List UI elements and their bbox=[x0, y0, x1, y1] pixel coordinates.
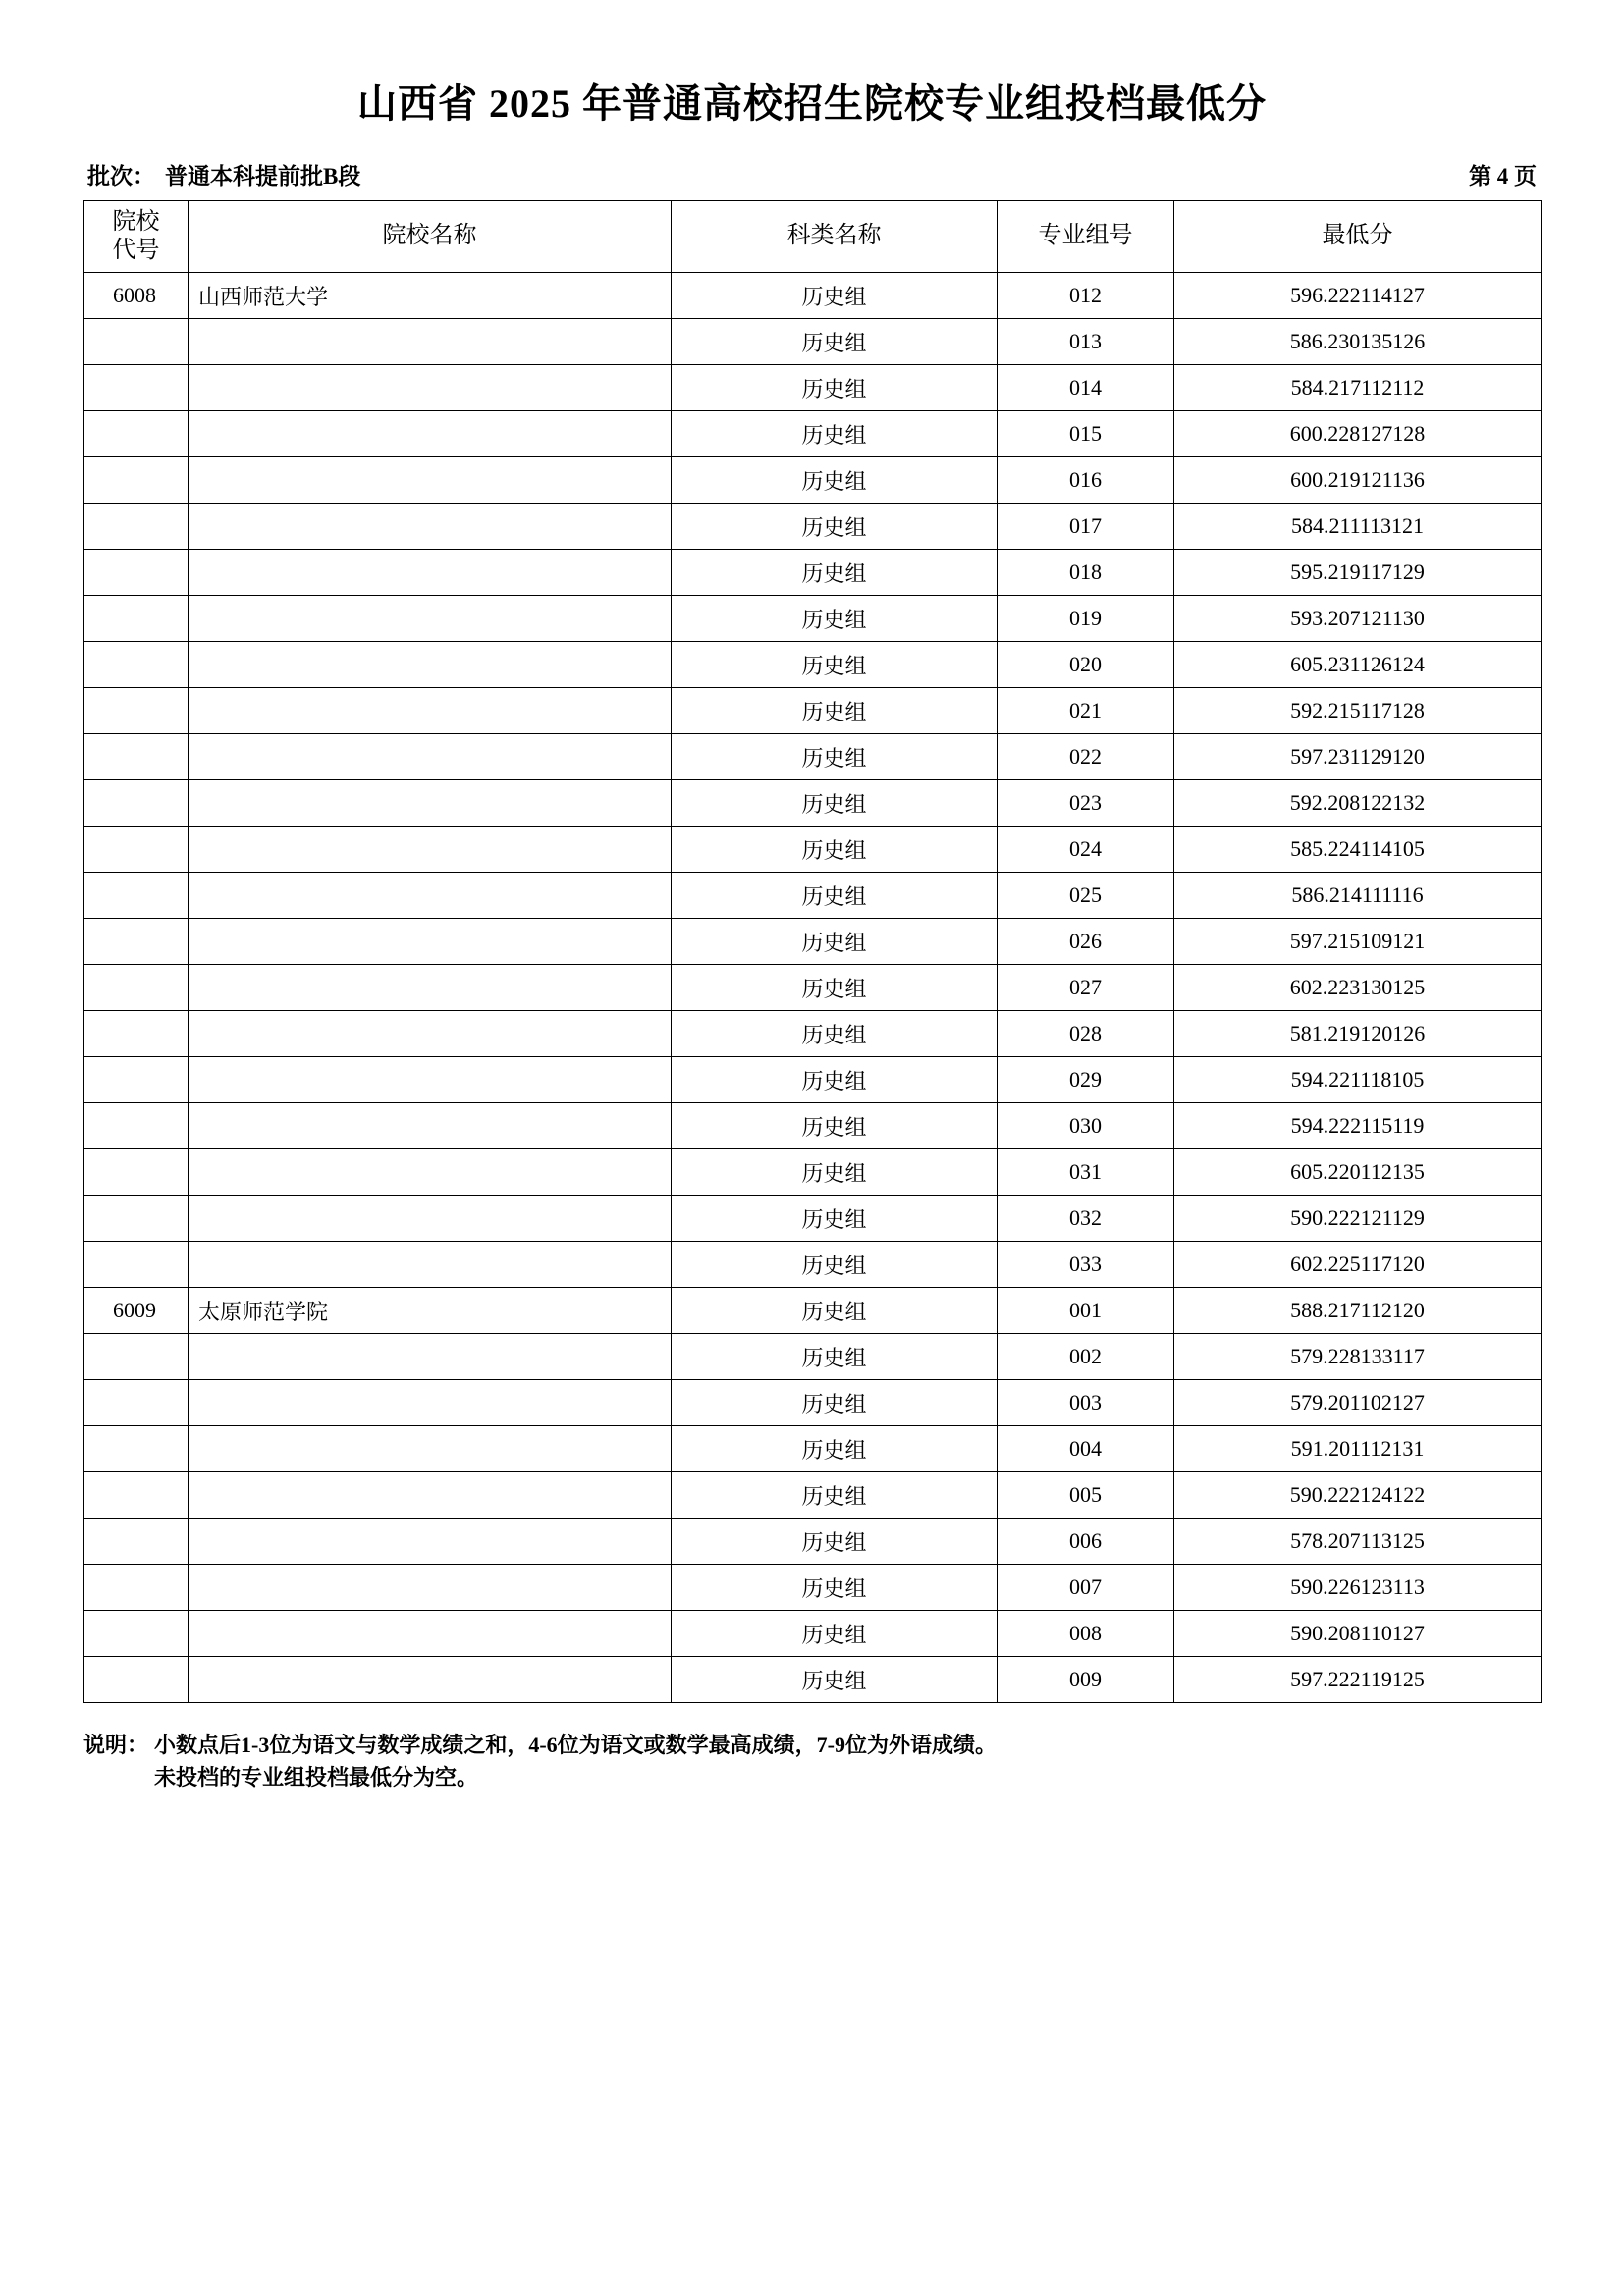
table-row bbox=[84, 1011, 1542, 1057]
cell-school-name bbox=[189, 780, 672, 827]
cell-category: 历史组 bbox=[672, 1057, 998, 1103]
cell-school-code bbox=[84, 1657, 189, 1703]
cell-school-name bbox=[189, 1565, 672, 1611]
cell-group-number: 030 bbox=[998, 1103, 1174, 1149]
cell-school-name bbox=[189, 1519, 672, 1565]
cell-group-number: 003 bbox=[998, 1380, 1174, 1426]
cell-min-score: 594.221118105 bbox=[1174, 1057, 1542, 1103]
cell-category: 历史组 bbox=[672, 1380, 998, 1426]
cell-min-score: 594.222115119 bbox=[1174, 1103, 1542, 1149]
cell-min-score: 600.228127128 bbox=[1174, 411, 1542, 457]
cell-school-name bbox=[189, 1657, 672, 1703]
cell-min-score: 590.208110127 bbox=[1174, 1611, 1542, 1657]
cell-school-code bbox=[84, 1196, 189, 1242]
cell-group-number: 015 bbox=[998, 411, 1174, 457]
cell-school-code bbox=[84, 1011, 189, 1057]
cell-group-number: 012 bbox=[998, 273, 1174, 319]
cell-school-name: 太原师范学院 bbox=[189, 1288, 672, 1334]
cell-group-number: 031 bbox=[998, 1149, 1174, 1196]
cell-min-score: 597.215109121 bbox=[1174, 919, 1542, 965]
cell-school-code bbox=[84, 1380, 189, 1426]
cell-school-code bbox=[84, 1611, 189, 1657]
cell-school-name bbox=[189, 1057, 672, 1103]
column-header-group: 专业组号 bbox=[998, 201, 1174, 273]
cell-category: 历史组 bbox=[672, 1611, 998, 1657]
cell-min-score: 585.224114105 bbox=[1174, 827, 1542, 873]
note-label: 说明： bbox=[83, 1733, 149, 1757]
batch-value: 普通本科提前批B段 bbox=[165, 164, 361, 188]
cell-category: 历史组 bbox=[672, 1334, 998, 1380]
cell-school-code bbox=[84, 827, 189, 873]
cell-school-name bbox=[189, 1196, 672, 1242]
cell-category: 历史组 bbox=[672, 504, 998, 550]
cell-school-code bbox=[84, 919, 189, 965]
cell-school-code bbox=[84, 411, 189, 457]
cell-category: 历史组 bbox=[672, 1288, 998, 1334]
cell-school-name: 山西师范大学 bbox=[189, 273, 672, 319]
cell-school-code bbox=[84, 873, 189, 919]
cell-category: 历史组 bbox=[672, 642, 998, 688]
table-row bbox=[84, 965, 1542, 1011]
cell-min-score: 605.231126124 bbox=[1174, 642, 1542, 688]
table-row bbox=[84, 919, 1542, 965]
cell-min-score: 602.223130125 bbox=[1174, 965, 1542, 1011]
cell-school-name bbox=[189, 504, 672, 550]
cell-school-name bbox=[189, 1380, 672, 1426]
cell-school-name bbox=[189, 457, 672, 504]
cell-min-score: 586.214111116 bbox=[1174, 873, 1542, 919]
table-row bbox=[84, 1196, 1542, 1242]
table-header-row bbox=[84, 201, 1542, 273]
cell-category: 历史组 bbox=[672, 273, 998, 319]
column-header-category: 科类名称 bbox=[672, 201, 998, 273]
table-row bbox=[84, 1242, 1542, 1288]
cell-school-name bbox=[189, 642, 672, 688]
table-row bbox=[84, 1057, 1542, 1103]
cell-category: 历史组 bbox=[672, 827, 998, 873]
cell-group-number: 019 bbox=[998, 596, 1174, 642]
cell-school-code bbox=[84, 1103, 189, 1149]
cell-school-name bbox=[189, 1334, 672, 1380]
cell-group-number: 022 bbox=[998, 734, 1174, 780]
cell-school-name bbox=[189, 1103, 672, 1149]
batch-label: 批次： bbox=[87, 164, 155, 188]
cell-group-number: 017 bbox=[998, 504, 1174, 550]
cell-school-code bbox=[84, 319, 189, 365]
table-row bbox=[84, 734, 1542, 780]
cell-group-number: 023 bbox=[998, 780, 1174, 827]
cell-min-score: 581.219120126 bbox=[1174, 1011, 1542, 1057]
cell-school-code bbox=[84, 504, 189, 550]
cell-min-score: 593.207121130 bbox=[1174, 596, 1542, 642]
cell-category: 历史组 bbox=[672, 1519, 998, 1565]
cell-category: 历史组 bbox=[672, 319, 998, 365]
table-row bbox=[84, 457, 1542, 504]
cell-category: 历史组 bbox=[672, 780, 998, 827]
cell-category: 历史组 bbox=[672, 1657, 998, 1703]
cell-school-code: 6008 bbox=[84, 273, 189, 319]
column-header-code-line2: 代号 bbox=[112, 238, 160, 263]
cell-school-code bbox=[84, 734, 189, 780]
cell-category: 历史组 bbox=[672, 1426, 998, 1472]
cell-school-name bbox=[189, 1611, 672, 1657]
cell-category: 历史组 bbox=[672, 1196, 998, 1242]
cell-school-name bbox=[189, 1011, 672, 1057]
cell-category: 历史组 bbox=[672, 411, 998, 457]
cell-min-score: 592.215117128 bbox=[1174, 688, 1542, 734]
table-row bbox=[84, 1103, 1542, 1149]
cell-group-number: 024 bbox=[998, 827, 1174, 873]
table-row bbox=[84, 1380, 1542, 1426]
batch-info bbox=[87, 158, 360, 190]
cell-group-number: 027 bbox=[998, 965, 1174, 1011]
cell-group-number: 028 bbox=[998, 1011, 1174, 1057]
cell-min-score: 590.222124122 bbox=[1174, 1472, 1542, 1519]
cell-min-score: 584.211113121 bbox=[1174, 504, 1542, 550]
cell-school-name bbox=[189, 734, 672, 780]
table-row bbox=[84, 550, 1542, 596]
cell-min-score: 591.201112131 bbox=[1174, 1426, 1542, 1472]
cell-school-name bbox=[189, 827, 672, 873]
cell-group-number: 007 bbox=[998, 1565, 1174, 1611]
table-row bbox=[84, 411, 1542, 457]
cell-min-score: 590.226123113 bbox=[1174, 1565, 1542, 1611]
cell-group-number: 004 bbox=[998, 1426, 1174, 1472]
cell-group-number: 016 bbox=[998, 457, 1174, 504]
cell-school-name bbox=[189, 873, 672, 919]
cell-school-code bbox=[84, 780, 189, 827]
cell-category: 历史组 bbox=[672, 688, 998, 734]
cell-category: 历史组 bbox=[672, 1103, 998, 1149]
table-row bbox=[84, 1472, 1542, 1519]
cell-school-code bbox=[84, 965, 189, 1011]
table-row bbox=[84, 1426, 1542, 1472]
table-body bbox=[84, 273, 1542, 1703]
cell-school-code: 6009 bbox=[84, 1288, 189, 1334]
cell-min-score: 592.208122132 bbox=[1174, 780, 1542, 827]
cell-category: 历史组 bbox=[672, 550, 998, 596]
column-header-score: 最低分 bbox=[1174, 201, 1542, 273]
cell-group-number: 033 bbox=[998, 1242, 1174, 1288]
table-row bbox=[84, 1288, 1542, 1334]
cell-category: 历史组 bbox=[672, 1472, 998, 1519]
table-row bbox=[84, 1149, 1542, 1196]
cell-school-name bbox=[189, 965, 672, 1011]
cell-min-score: 595.219117129 bbox=[1174, 550, 1542, 596]
cell-school-name bbox=[189, 319, 672, 365]
cell-category: 历史组 bbox=[672, 1149, 998, 1196]
table-row bbox=[84, 1657, 1542, 1703]
note-line-2: 未投档的专业组投档最低分为空。 bbox=[154, 1765, 479, 1789]
column-header-code-line1: 院校 bbox=[112, 209, 160, 236]
cell-group-number: 026 bbox=[998, 919, 1174, 965]
cell-school-name bbox=[189, 1149, 672, 1196]
cell-group-number: 013 bbox=[998, 319, 1174, 365]
cell-school-name bbox=[189, 1242, 672, 1288]
cell-min-score: 605.220112135 bbox=[1174, 1149, 1542, 1196]
cell-group-number: 006 bbox=[998, 1519, 1174, 1565]
cell-school-name bbox=[189, 919, 672, 965]
cell-category: 历史组 bbox=[672, 457, 998, 504]
cell-school-name bbox=[189, 1426, 672, 1472]
cell-school-code bbox=[84, 1242, 189, 1288]
cell-min-score: 596.222114127 bbox=[1174, 273, 1542, 319]
table-row bbox=[84, 1334, 1542, 1380]
cell-school-name bbox=[189, 411, 672, 457]
cell-school-code bbox=[84, 1472, 189, 1519]
page-title: 山西省 2025 年普通高校招生院校专业组投档最低分 bbox=[357, 81, 1267, 126]
cell-category: 历史组 bbox=[672, 1242, 998, 1288]
cell-category: 历史组 bbox=[672, 596, 998, 642]
cell-category: 历史组 bbox=[672, 965, 998, 1011]
table-row bbox=[84, 1519, 1542, 1565]
cell-category: 历史组 bbox=[672, 919, 998, 965]
cell-group-number: 008 bbox=[998, 1611, 1174, 1657]
cell-min-score: 590.222121129 bbox=[1174, 1196, 1542, 1242]
note bbox=[83, 1729, 1541, 1793]
cell-group-number: 001 bbox=[998, 1288, 1174, 1334]
cell-school-code bbox=[84, 1426, 189, 1472]
cell-group-number: 025 bbox=[998, 873, 1174, 919]
cell-school-code bbox=[84, 1149, 189, 1196]
cell-school-code bbox=[84, 1057, 189, 1103]
cell-min-score: 584.217112112 bbox=[1174, 365, 1542, 411]
cell-school-name bbox=[189, 596, 672, 642]
cell-school-code bbox=[84, 550, 189, 596]
column-header-school: 院校名称 bbox=[189, 201, 672, 273]
cell-group-number: 018 bbox=[998, 550, 1174, 596]
cell-min-score: 586.230135126 bbox=[1174, 319, 1542, 365]
table-row bbox=[84, 827, 1542, 873]
cell-category: 历史组 bbox=[672, 1011, 998, 1057]
table-row bbox=[84, 780, 1542, 827]
table-row bbox=[84, 596, 1542, 642]
cell-group-number: 021 bbox=[998, 688, 1174, 734]
cell-min-score: 597.222119125 bbox=[1174, 1657, 1542, 1703]
cell-min-score: 579.201102127 bbox=[1174, 1380, 1542, 1426]
cell-category: 历史组 bbox=[672, 1565, 998, 1611]
meta-row bbox=[83, 158, 1541, 190]
table-row bbox=[84, 365, 1542, 411]
page-number: 第 4 页 bbox=[1469, 164, 1537, 188]
cell-school-code bbox=[84, 457, 189, 504]
cell-min-score: 579.228133117 bbox=[1174, 1334, 1542, 1380]
table-row bbox=[84, 1611, 1542, 1657]
cell-min-score: 600.219121136 bbox=[1174, 457, 1542, 504]
table-row bbox=[84, 688, 1542, 734]
column-header-code bbox=[84, 201, 189, 273]
score-table bbox=[83, 200, 1542, 1703]
cell-category: 历史组 bbox=[672, 873, 998, 919]
table-row bbox=[84, 504, 1542, 550]
cell-school-code bbox=[84, 688, 189, 734]
note-line-1: 小数点后1-3位为语文与数学成绩之和，4-6位为语文或数学最高成绩，7-9位为外语成绩。 bbox=[154, 1733, 997, 1757]
cell-group-number: 014 bbox=[998, 365, 1174, 411]
cell-group-number: 009 bbox=[998, 1657, 1174, 1703]
cell-school-name bbox=[189, 365, 672, 411]
cell-school-code bbox=[84, 1519, 189, 1565]
cell-min-score: 588.217112120 bbox=[1174, 1288, 1542, 1334]
cell-group-number: 029 bbox=[998, 1057, 1174, 1103]
table-row bbox=[84, 1565, 1542, 1611]
cell-school-name bbox=[189, 550, 672, 596]
cell-group-number: 020 bbox=[998, 642, 1174, 688]
cell-school-code bbox=[84, 365, 189, 411]
table-row bbox=[84, 642, 1542, 688]
cell-group-number: 005 bbox=[998, 1472, 1174, 1519]
cell-category: 历史组 bbox=[672, 734, 998, 780]
cell-school-code bbox=[84, 1334, 189, 1380]
cell-school-code bbox=[84, 642, 189, 688]
cell-school-code bbox=[84, 596, 189, 642]
table-row bbox=[84, 319, 1542, 365]
cell-school-name bbox=[189, 688, 672, 734]
cell-group-number: 032 bbox=[998, 1196, 1174, 1242]
cell-category: 历史组 bbox=[672, 365, 998, 411]
cell-school-code bbox=[84, 1565, 189, 1611]
cell-group-number: 002 bbox=[998, 1334, 1174, 1380]
note-body bbox=[154, 1729, 997, 1793]
cell-min-score: 602.225117120 bbox=[1174, 1242, 1542, 1288]
cell-min-score: 578.207113125 bbox=[1174, 1519, 1542, 1565]
cell-min-score: 597.231129120 bbox=[1174, 734, 1542, 780]
cell-school-name bbox=[189, 1472, 672, 1519]
table-row bbox=[84, 873, 1542, 919]
table-row bbox=[84, 273, 1542, 319]
